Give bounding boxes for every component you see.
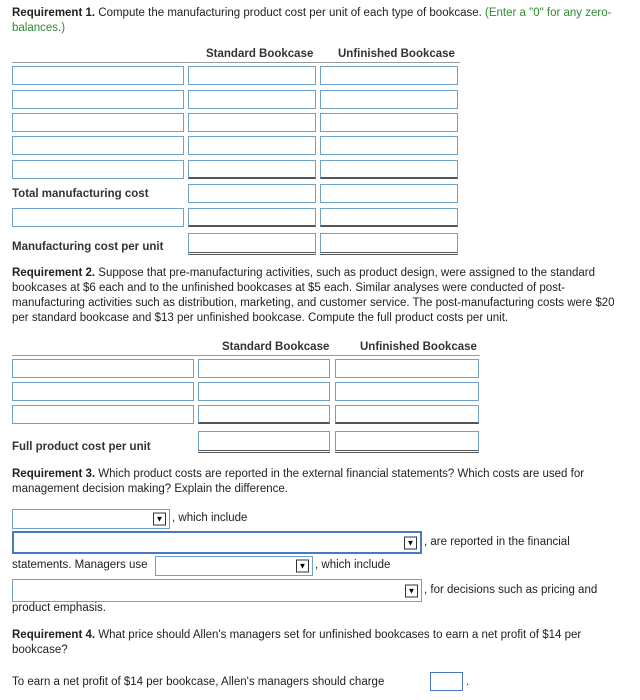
r1-row3-unfinished-input[interactable]: [320, 113, 458, 132]
r1-row2-standard-input[interactable]: [188, 90, 316, 109]
which-include-text-2: , which include: [315, 559, 391, 571]
header-divider: [12, 62, 460, 63]
r1-row5-unfinished-input[interactable]: [320, 160, 458, 179]
requirement-4-title: Requirement 4.: [12, 629, 96, 641]
requirement-1-title: Requirement 1.: [12, 7, 96, 19]
cost-type-dropdown-2[interactable]: [155, 556, 313, 576]
total-manufacturing-standard-input[interactable]: [188, 184, 316, 203]
cost-detail-dropdown-2[interactable]: [12, 579, 422, 602]
r1-row5-standard-input[interactable]: [188, 160, 316, 179]
r1-row7-label-input[interactable]: [12, 208, 184, 227]
requirement-3-body: Which product costs are reported in the external financial statements? Which costs are used for management decision making? Explain the difference.: [12, 468, 585, 495]
decisions-text: , for decisions such as pricing and: [424, 584, 598, 596]
r2-row2-standard-input[interactable]: [198, 382, 330, 401]
full-cost-standard-input[interactable]: [198, 431, 330, 453]
r1-row7-unfinished-input[interactable]: [320, 208, 458, 227]
r1-row4-label-input[interactable]: [12, 136, 184, 155]
per-unit-unfinished-input[interactable]: [320, 233, 458, 255]
r2-row1-label-input[interactable]: [12, 359, 194, 378]
reported-in-financial-text: , are reported in the financial: [424, 536, 570, 548]
r1-row4-unfinished-input[interactable]: [320, 136, 458, 155]
col-header-unfinished: Unfinished Bookcase: [338, 48, 455, 60]
cost-type-dropdown-1[interactable]: [12, 509, 170, 529]
product-emphasis-text: product emphasis.: [12, 602, 106, 614]
r2-row1-standard-input[interactable]: [198, 359, 330, 378]
requirement-1-body: Compute the manufacturing product cost per unit of each type of bookcase.: [95, 7, 482, 19]
r2-col-header-standard: Standard Bookcase: [222, 341, 330, 353]
r2-row2-label-input[interactable]: [12, 382, 194, 401]
r1-row1-label-input[interactable]: [12, 66, 184, 85]
requirement-2-text: [12, 266, 624, 326]
r2-row1-unfinished-input[interactable]: [335, 359, 479, 378]
cost-detail-dropdown-1[interactable]: [12, 531, 422, 554]
price-period: .: [466, 676, 470, 688]
total-manufacturing-unfinished-input[interactable]: [320, 184, 458, 203]
dropdown-arrow-icon: ▼: [405, 584, 418, 597]
r1-row4-standard-input[interactable]: [188, 136, 316, 155]
r2-row3-standard-input[interactable]: [198, 405, 330, 424]
r1-row3-standard-input[interactable]: [188, 113, 316, 132]
r1-row5-label-input[interactable]: [12, 160, 184, 179]
r2-row3-unfinished-input[interactable]: [335, 405, 479, 424]
r1-row3-label-input[interactable]: [12, 113, 184, 132]
requirement-3-title: Requirement 3.: [12, 468, 96, 480]
dropdown-arrow-icon: ▼: [153, 513, 166, 526]
requirement-2-title: Requirement 2.: [12, 267, 96, 279]
r1-row7-standard-input[interactable]: [188, 208, 316, 227]
requirement-1-text: [12, 6, 612, 36]
requirement-3-text: [12, 467, 624, 497]
r1-row2-unfinished-input[interactable]: [320, 90, 458, 109]
per-unit-standard-input[interactable]: [188, 233, 316, 255]
dropdown-arrow-icon: ▼: [296, 560, 309, 573]
full-cost-unfinished-input[interactable]: [335, 431, 479, 453]
full-product-cost-label: Full product cost per unit: [12, 441, 151, 453]
requirement-4-text: [12, 628, 612, 658]
r2-row3-label-input[interactable]: [12, 405, 194, 424]
which-include-text-1: , which include: [172, 512, 248, 524]
r1-row1-standard-input[interactable]: [188, 66, 316, 85]
price-input[interactable]: [430, 672, 463, 691]
total-manufacturing-cost-label: Total manufacturing cost: [12, 188, 149, 200]
r2-header-divider: [12, 355, 480, 356]
r2-col-header-unfinished: Unfinished Bookcase: [360, 341, 477, 353]
statements-managers-use-text: statements. Managers use: [12, 559, 148, 571]
col-header-standard: Standard Bookcase: [206, 48, 314, 60]
price-answer-text: To earn a net profit of $14 per bookcase, Allen's managers should charge: [12, 676, 385, 688]
r2-row2-unfinished-input[interactable]: [335, 382, 479, 401]
r1-row2-label-input[interactable]: [12, 90, 184, 109]
requirement-1-hint: (Enter a "0" for any zero-balances.): [12, 7, 612, 34]
dropdown-arrow-icon: ▼: [404, 536, 417, 549]
requirement-4-body: What price should Allen's managers set for unfinished bookcases to earn a net profit of $14 per bookcase?: [12, 629, 582, 656]
r1-row1-unfinished-input[interactable]: [320, 66, 458, 85]
manufacturing-cost-per-unit-label: Manufacturing cost per unit: [12, 241, 164, 253]
requirement-2-body: Suppose that pre-manufacturing activities, such as product design, were assigned to the standard bookcases at $6 each and to the unfinished bookcases at $5 each. Similar analyses were conducted of post-manufacturing activities such as distribution, marketing, and customer service. The post-manufacturing costs were $20 per standard bookcase and $13 per unfinished bookcase. Compute the full product costs per unit.: [12, 267, 615, 324]
